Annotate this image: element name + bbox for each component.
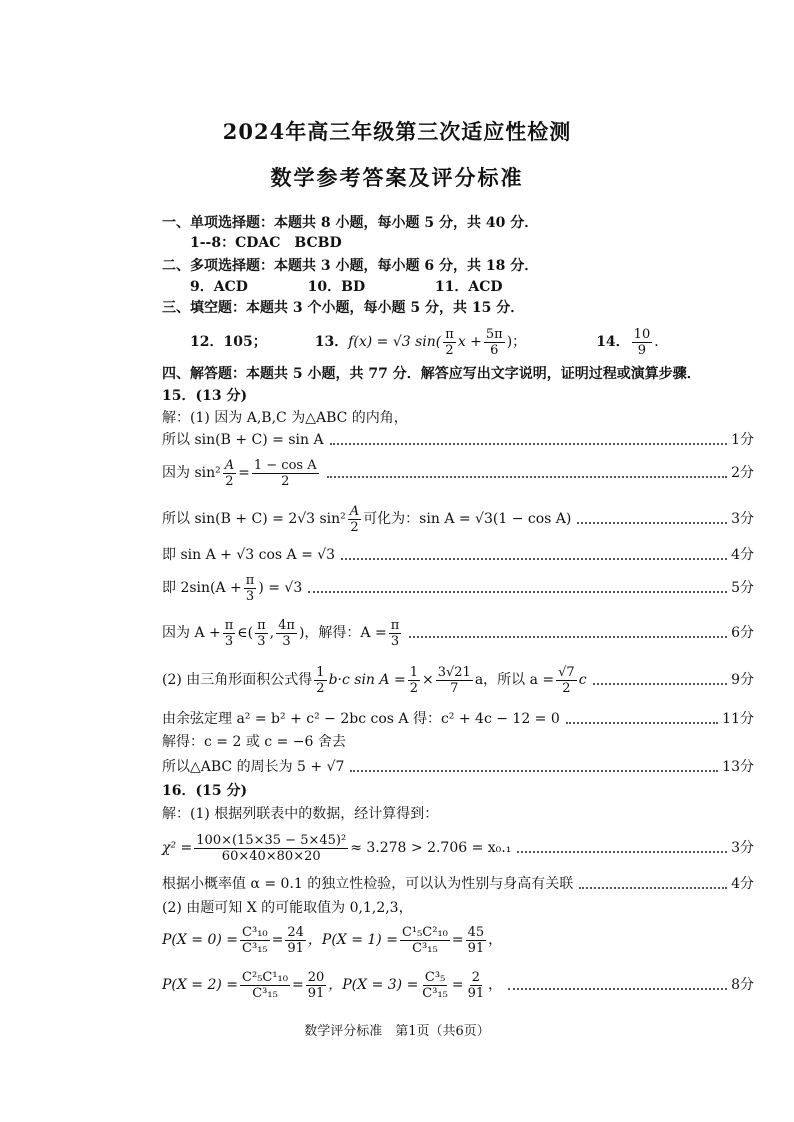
score: 5分 [731, 580, 754, 596]
line-text: ，P(X = 1) = [307, 932, 398, 948]
line-text: ， [488, 977, 503, 993]
denominator: 3 [245, 588, 255, 604]
line-text: χ² = [162, 840, 193, 856]
denominator: 6 [490, 342, 499, 358]
dotted-leader [579, 887, 727, 889]
denominator: C³₁₅ [412, 940, 438, 956]
fraction [408, 665, 420, 696]
section1-heading: 一、单项选择题：本题共 8 小题，每小题 5 分，共 40 分． [162, 215, 539, 231]
line-text: P(X = 2) = [162, 977, 239, 993]
line-text: a，所以 a = [474, 672, 555, 688]
numerator: C¹₅C²₁₀ [401, 924, 448, 940]
q15-line2 [162, 431, 754, 449]
numerator: 5π [485, 326, 503, 342]
denominator: 60×40×80×20 [221, 848, 321, 864]
numerator: 24 [287, 924, 304, 940]
q16-line1: 解：(1) 根据列联表中的数据，经计算得到： [162, 806, 439, 822]
fraction [556, 665, 577, 696]
dotted-leader [409, 636, 727, 638]
line-text: )，解得：A = [298, 625, 387, 641]
q16-heading: 16．(15 分) [162, 783, 248, 799]
page-footer: 数学评分标准 第1页（共6页） [304, 1024, 490, 1039]
answer-13-mid: x + [457, 334, 482, 350]
q16-line3 [162, 875, 754, 893]
section2-heading: 二、多项选择题：本题共 3 小题，每小题 6 分，共 18 分． [162, 258, 539, 274]
dotted-leader [327, 476, 727, 478]
denominator: 91 [287, 940, 304, 956]
line-text: ) = √3 [258, 580, 303, 596]
fraction [240, 925, 270, 956]
q16-prob-line1 [162, 920, 754, 960]
q16-prob-line2 [162, 965, 754, 1005]
line-text: 因为 A + [162, 625, 221, 641]
dotted-leader [308, 591, 727, 593]
denominator: 2 [350, 519, 359, 535]
score: 13分 [722, 759, 754, 775]
section3-heading: 三、填空题：本题共 3 个小题，每小题 5 分，共 15 分． [162, 300, 525, 316]
q15-line9 [162, 710, 754, 728]
fraction [285, 925, 306, 956]
score: 3分 [731, 840, 754, 856]
numerator: 4π [278, 617, 295, 633]
numerator: C³₅ [424, 969, 446, 985]
denominator: C³₁₅ [242, 940, 268, 956]
denominator: 9 [637, 342, 647, 358]
numerator: C²₅C¹₁₀ [242, 969, 288, 985]
dotted-leader [577, 522, 727, 524]
answer-14-label: 14． [596, 334, 630, 350]
denominator: C³₁₅ [252, 985, 278, 1001]
q15-line5 [162, 546, 754, 564]
numerator: π [224, 617, 234, 633]
line-text: = [291, 977, 304, 993]
fraction [443, 327, 456, 358]
numerator: π [257, 617, 266, 633]
fraction [306, 970, 327, 1001]
answer-13-label: 13． [314, 334, 349, 350]
fraction [632, 327, 653, 358]
fraction [466, 925, 487, 956]
line-text: 所以△ABC 的周长为 5 + √7 [162, 759, 345, 775]
score: 6分 [731, 625, 754, 641]
q15-line8 [162, 660, 754, 700]
answer-13-end: )； [506, 334, 527, 350]
q15-line11 [162, 758, 754, 776]
numerator: √7 [558, 664, 575, 680]
line-text: c [578, 672, 587, 688]
line-text: b·c sin A = [328, 672, 406, 688]
line-text: 所以 sin(B + C) = 2√3 sin² [162, 511, 346, 527]
dotted-leader [517, 851, 727, 853]
fraction [223, 458, 236, 489]
line-text: × [421, 672, 434, 688]
numerator: 45 [467, 924, 485, 940]
line-text: 由余弦定理 a² = b² + c² − 2bc cos A 得：c² + 4c − 12 = 0 [162, 711, 560, 727]
line-text: 因为 sin² [162, 465, 221, 481]
denominator: 91 [467, 940, 485, 956]
denominator: 3 [390, 633, 400, 649]
numerator: 1 [409, 664, 418, 680]
answer-10: 10．BD [307, 279, 366, 295]
fraction [314, 665, 326, 696]
q15-line10: 解得：c = 2 或 c = −6 舍去 [162, 734, 346, 750]
line-text: 可化为：sin A = √3(1 − cos A) [363, 511, 572, 527]
numerator: 10 [633, 326, 651, 342]
dotted-leader [508, 988, 727, 990]
score: 4分 [731, 547, 754, 563]
q16-chi-square [162, 828, 754, 868]
denominator: 2 [562, 680, 571, 696]
line-text: = [271, 932, 284, 948]
line-text: ， [488, 932, 503, 948]
denominator: 2 [316, 680, 325, 696]
denominator: 2 [281, 473, 290, 489]
fraction [244, 573, 257, 604]
section1-answers: 1--8：CDAC BCBD [190, 235, 342, 251]
fraction [400, 925, 450, 956]
line-text: 即 sin A + √3 cos A = √3 [162, 547, 336, 563]
q15-heading: 15．(13 分) [162, 388, 248, 404]
fraction [194, 833, 348, 864]
line-text: ≈ 3.278 > 2.706 = x₀.₁ [350, 840, 512, 856]
dotted-leader [566, 722, 718, 724]
numerator: 20 [307, 969, 325, 985]
line-text: 根据小概率值 α = 0.1 的独立性检验，可以认为性别与身高有关联 [162, 876, 574, 892]
answer-11: 11．ACD [434, 279, 503, 295]
numerator: A [349, 503, 360, 519]
q16-line4: (2) 由题可知 X 的可能取值为 0,1,2,3， [162, 900, 413, 916]
fraction [466, 970, 487, 1001]
denominator: 2 [225, 473, 234, 489]
answer-9: 9．ACD [190, 279, 248, 295]
numerator: C³₁₀ [242, 924, 268, 940]
dotted-leader [330, 443, 728, 445]
denominator: 3 [257, 633, 266, 649]
score: 9分 [731, 672, 754, 688]
q15-line1: 解：(1) 因为 A,B,C 为△ABC 的内角， [162, 410, 408, 426]
score: 11分 [722, 711, 754, 727]
q15-line6 [162, 570, 754, 606]
numerator: 100×(15×35 − 5×45)² [196, 832, 347, 848]
line-text: = [451, 977, 464, 993]
fraction [252, 458, 319, 489]
page-subtitle: 数学参考答案及评分标准 [270, 165, 524, 190]
line-text: (2) 由三角形面积公式得 [162, 672, 313, 688]
q15-line4 [162, 501, 754, 537]
score: 4分 [731, 876, 754, 892]
score: 2分 [731, 465, 754, 481]
line-text: = [451, 932, 464, 948]
numerator: π [390, 617, 400, 633]
line-text: ，P(X = 3) = [328, 977, 419, 993]
numerator: 1 [316, 664, 325, 680]
fraction [255, 618, 268, 649]
fraction [484, 327, 505, 358]
score: 3分 [731, 511, 754, 527]
fraction [240, 970, 290, 1001]
q15-line7 [162, 614, 754, 652]
page-title: 2024年高三年级第三次适应性检测 [222, 119, 572, 144]
q15-line3 [162, 455, 754, 491]
line-text: 即 2sin(A + [162, 580, 242, 596]
line-text: , [269, 625, 275, 641]
fraction [420, 970, 450, 1001]
fraction [223, 618, 236, 649]
numerator: π [445, 326, 454, 342]
answer-14-end: ． [654, 334, 669, 350]
line-text: ∈( [237, 625, 254, 641]
numerator: 3√21 [437, 664, 471, 680]
score: 8分 [731, 977, 754, 993]
dotted-leader [593, 683, 728, 685]
denominator: 3 [224, 633, 234, 649]
fraction [348, 504, 361, 535]
numerator: 2 [471, 969, 481, 985]
dotted-leader [350, 770, 718, 772]
section2-answers [190, 278, 590, 296]
fraction [436, 665, 473, 696]
denominator: 2 [445, 342, 454, 358]
denominator: C³₁₅ [422, 985, 448, 1001]
numerator: π [245, 572, 255, 588]
section4-heading: 四、解答题：本题共 5 小题，共 77 分．解答应写出文字说明，证明过程或演算步骤． [162, 366, 701, 382]
answer-12: 12．105； [190, 334, 267, 350]
line-text: 所以 sin(B + C) = sin A [162, 432, 324, 448]
denominator: 91 [467, 985, 485, 1001]
denominator: 2 [409, 680, 418, 696]
numerator: A [224, 457, 235, 473]
score: 1分 [731, 432, 754, 448]
dotted-leader [341, 558, 727, 560]
denominator: 3 [282, 633, 291, 649]
numerator: 1 − cos A [253, 457, 317, 473]
line-text: P(X = 0) = [162, 932, 239, 948]
answer-13-expr: f(x) = √3 sin( [348, 334, 442, 350]
denominator: 91 [307, 985, 325, 1001]
section3-answers [190, 322, 782, 362]
denominator: 7 [450, 680, 459, 696]
fraction [276, 618, 297, 649]
fraction [389, 618, 402, 649]
line-text: = [238, 465, 250, 481]
